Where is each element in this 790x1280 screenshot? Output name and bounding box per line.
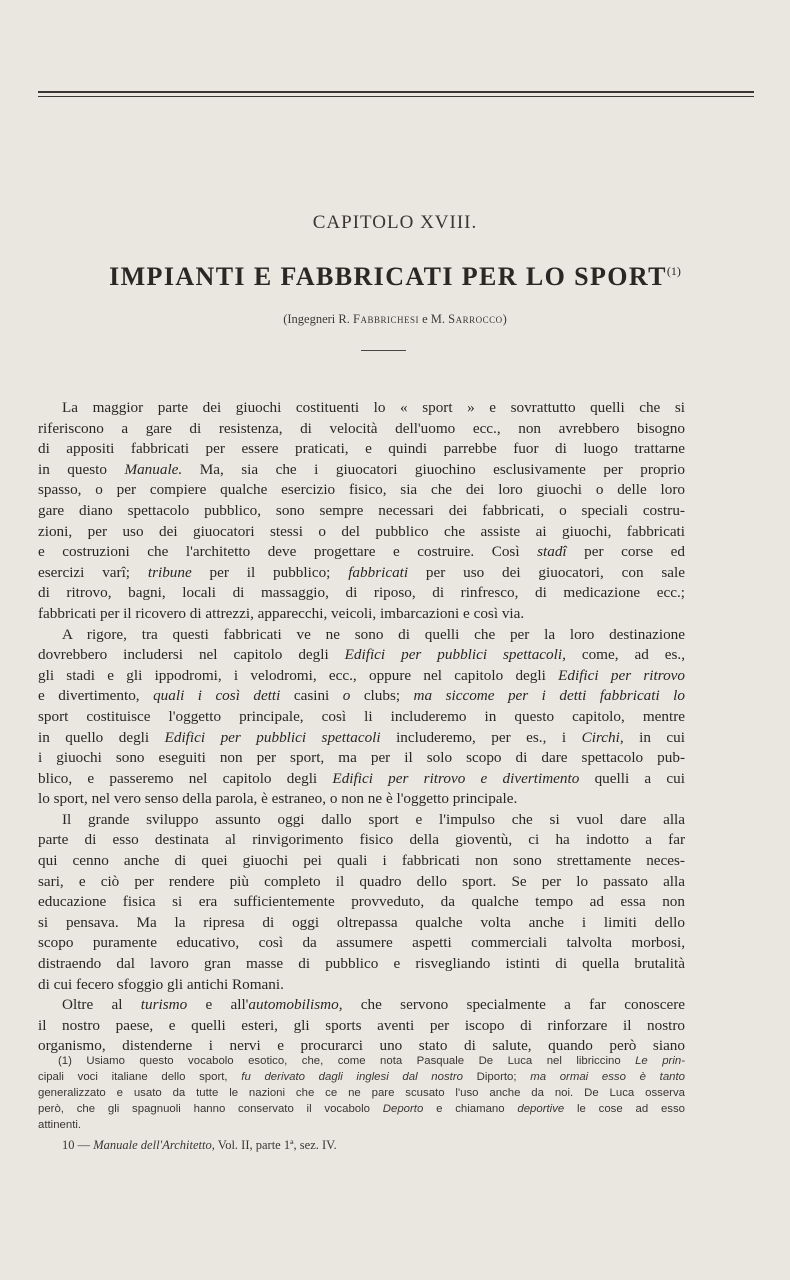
body-text bbox=[38, 398, 685, 1057]
paragraph-line: di ritrovo, bagni, locali di massaggio, di riposo, di rinfresco, di medicazione ecc.; bbox=[38, 584, 685, 602]
title-text: IMPIANTI E FABBRICATI PER LO SPORT bbox=[109, 262, 667, 291]
paragraph-line: e costruzioni che l'architetto deve progettare e costruire. Così stadî per corse ed bbox=[38, 543, 685, 561]
paragraph-line: gare diano spettacolo pubblico, sono sempre necessari dei fabbricati, o speciali costru- bbox=[38, 501, 685, 519]
paragraph-line: organismo, distenderne i nervi e procurarci uno stato di salute, quando però siano bbox=[38, 1037, 685, 1055]
paragraph-line: Oltre al turismo e all'automobilismo, che servono specialmente a far conoscere bbox=[62, 996, 685, 1014]
paragraph-line: blico, e passeremo nel capitolo degli Edifici per ritrovo e divertimento quelli a cui bbox=[38, 769, 685, 787]
author-name: Fabbrichesi bbox=[353, 312, 419, 326]
footnote bbox=[38, 1053, 685, 1133]
paragraph-line: i giuochi sono eseguiti non per sport, ma per il solo scopo di dare spettacolo pub- bbox=[38, 749, 685, 767]
authors-suffix: ) bbox=[502, 312, 507, 326]
chapter-heading: CAPITOLO XVIII. bbox=[312, 212, 478, 233]
volume-info: Vol. II, parte 1ª, sez. IV. bbox=[217, 1138, 337, 1152]
paragraph-line: La maggior parte dei giuochi costituenti lo « sport » e sovrattutto quelli che si bbox=[62, 399, 685, 416]
paragraph-line: di appositi fabbricati per essere praticati, e quindi parrebbe fuor di luogo trattarne bbox=[38, 440, 685, 458]
page-title bbox=[0, 262, 790, 292]
footnote-line: generalizzato e usato da tutte le nazioni che ce ne pare scusato l'uso anche da noi. De Luca osserva bbox=[38, 1087, 685, 1099]
paragraph-line: sari, e ciò per rendere più completo il quadro dello sport. Se per lo passato alla bbox=[38, 872, 685, 890]
footnote-line: cipali voci italiane dello sport, fu derivato dagli inglesi dal nostro Diporto; ma ormai esso è tanto bbox=[38, 1071, 685, 1083]
paragraph-line: il nostro paese, e quelli esteri, gli sports aventi per iscopo di rinforzare il nostro bbox=[38, 1016, 685, 1034]
footnote-line: attinenti. bbox=[38, 1119, 82, 1131]
paragraph-line: qui cenno anche di quei giuochi pei quali i fabbricati non sono strettamente neces- bbox=[38, 852, 685, 870]
manual-title: Manuale dell'Architetto, bbox=[93, 1138, 215, 1152]
footnote-line: però, che gli spagnuoli hanno conservato il vocabolo Deporto e chiamano deportive le cose ad esso bbox=[38, 1103, 686, 1115]
page-number: 10 bbox=[62, 1138, 75, 1152]
paragraph-line: parte di esso destinata al rinvigorimento fisico della gioventù, ci ha indotto a far bbox=[38, 831, 685, 849]
paragraph-line: dovrebbero includersi nel capitolo degli Edifici per pubblici spettacoli, come, ad es., bbox=[38, 646, 685, 664]
paragraph-line: in questo Manuale. Ma, sia che i giuocatori giuochino esclusivamente per proprio bbox=[38, 460, 685, 478]
paragraph-line: in quello degli Edifici per pubblici spettacoli includeremo, per es., i Circhi, in cui bbox=[38, 728, 685, 746]
paragraph-line: scopo puramente educativo, così da assumere aspetti commerciali talvolta morbosi, bbox=[38, 934, 685, 952]
paragraph-line: si pensava. Ma la ripresa di oggi oltrepassa qualche volta anche i limiti dello bbox=[38, 913, 685, 931]
paragraph-line: educazione fisica si era sufficientemente provveduto, da qualche tempo ad essa non bbox=[38, 893, 685, 911]
top-rule bbox=[38, 91, 754, 93]
section-divider bbox=[361, 350, 406, 351]
authors-line bbox=[0, 312, 790, 327]
paragraph-line: distraendo dal lavoro gran masse di pubblico e risvegliando istinti di quella brutalità bbox=[38, 955, 685, 973]
paragraph-line: riferiscono a gare di resistenza, di velocità dell'uomo ecc., non avrebbero bisogno bbox=[38, 419, 685, 437]
authors-prefix: (Ingegneri R. bbox=[283, 312, 350, 326]
authors-and: e M. bbox=[422, 312, 446, 326]
paragraph-line: lo sport, nel vero senso della parola, è estraneo, o non ne è l'oggetto principale. bbox=[38, 790, 518, 808]
paragraph-line: gli stadi e gli ippodromi, i velodromi, ecc., oppure nel capitolo degli Edifici per ritrovo bbox=[38, 666, 685, 684]
paragraph-line: spasso, o per compiere qualche esercizio fisico, sia che dei loro giuochi o delle loro bbox=[38, 481, 685, 499]
author-name: Sarrocco bbox=[448, 312, 503, 326]
top-rule-thin bbox=[38, 96, 754, 97]
paragraph-line: Il grande sviluppo assunto oggi dallo sport e l'impulso che si vuol dare alla bbox=[62, 810, 685, 828]
paragraph-line: zioni, per uso dei giuocatori stessi o del pubblico che assiste ai giuochi, fabbricati bbox=[38, 522, 685, 540]
paragraph-line: di cui fecero sfoggio gli antichi Romani. bbox=[38, 975, 284, 993]
footnote-line: (1) Usiamo questo vocabolo esotico, che, come nota Pasquale De Luca nel libriccino Le prin- bbox=[58, 1055, 685, 1067]
paragraph-line: sport costituisce l'oggetto principale, così li includeremo in questo capitolo, mentre bbox=[38, 707, 685, 725]
paragraph-line: e divertimento, quali i così detti casini o clubs; ma siccome per i detti fabbricati lo bbox=[38, 687, 685, 705]
paragraph-line: A rigore, tra questi fabbricati ve ne sono di quelli che per la loro destinazione bbox=[62, 625, 685, 643]
footer-dash: — bbox=[77, 1138, 91, 1152]
title-footnote-mark: (1) bbox=[666, 264, 681, 278]
paragraph-line: esercizi varî; tribune per il pubblico; fabbricati per uso dei giuocatori, con sale bbox=[38, 563, 685, 581]
paragraph-line: fabbricati per il ricovero di attrezzi, apparecchi, veicoli, imbarcazioni e così via. bbox=[38, 604, 525, 622]
page-footer bbox=[62, 1138, 337, 1153]
